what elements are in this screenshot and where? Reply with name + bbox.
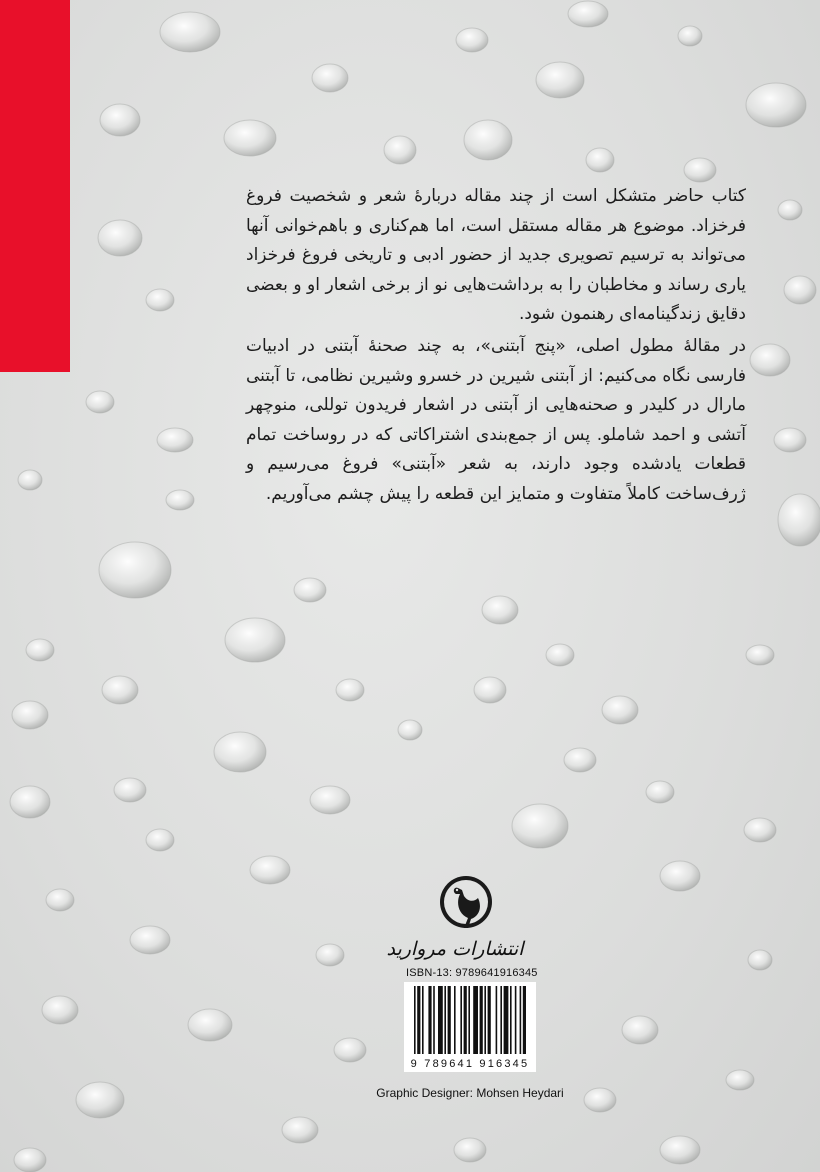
bird-logo-icon [438,872,494,934]
barcode-bar [448,986,451,1054]
publisher-name: انتشارات مروارید [386,938,524,960]
barcode-bar [468,986,470,1054]
barcode-bar [500,986,502,1054]
back-cover-blurb [246,182,746,510]
barcode-bar [484,986,486,1054]
barcode-bar [496,986,498,1054]
blurb-paragraph-1: کتاب حاضر متشکل است از چند مقاله دربارهٔ شعر و شخصیت فروغ فرخزاد. موضوع هر مقاله مستقل است، اما هم‌کناری و باهم‌خوانی آنها می‌تواند به ترسیم تصویری جدید از حضور ادبی و تاریخی فروغ فرخزاد یاری رساند و مخاطبان را به برداشت‌هایی نو از برخی اشعار او و بعضی دقایق زندگینامه‌ای رهنمون شود. [246,186,746,325]
barcode-bar [417,986,420,1054]
barcode-bar [473,986,478,1054]
barcode-digits: 9 789641 916345 [404,1058,536,1072]
isbn-barcode [404,982,536,1070]
barcode-bar [464,986,467,1054]
barcode-bar [510,986,512,1054]
red-accent-strip [0,0,70,372]
barcode-bar [523,986,526,1054]
barcode-bar [433,986,435,1054]
barcode-bar [480,986,483,1054]
barcode-bar [520,986,522,1054]
barcode-bar [414,986,416,1054]
barcode-bar [454,986,456,1054]
isbn-label: ISBN-13: 9789641916345 [406,967,538,979]
barcode-bar [488,986,491,1054]
barcode-bar [422,986,424,1054]
barcode-bar [504,986,509,1054]
barcode-bar [460,986,462,1054]
blurb-paragraph-2: در مقالهٔ مطول اصلی، «پنج آبتنی»، به چند صحنهٔ آبتنی در ادبیات فارسی نگاه می‌کنیم: از آبتنی شیرین در خسرو وشیرین نظامی، تا آبتنی مارال در کلیدر و صحنه‌هایی از آبتنی در اشعار فریدون توللی، منوچهر آتشی و احمد شاملو. پس از جمع‌بندی اشتراکاتی که در روساخت تمام قطعات یادشده وجود دارند، به شعر «آبتنی» فروغ می‌رسیم و ژرف‌ساخت کاملاً متفاوت و متمایز این قطعه را پیش چشم می‌آوریم. [246,335,746,504]
barcode-bar [515,986,517,1054]
barcode-bar [428,986,431,1054]
barcode-bar [444,986,446,1054]
graphic-designer-credit: Graphic Designer: Mohsen Heydari [376,1086,564,1100]
barcode-bar [438,986,443,1054]
